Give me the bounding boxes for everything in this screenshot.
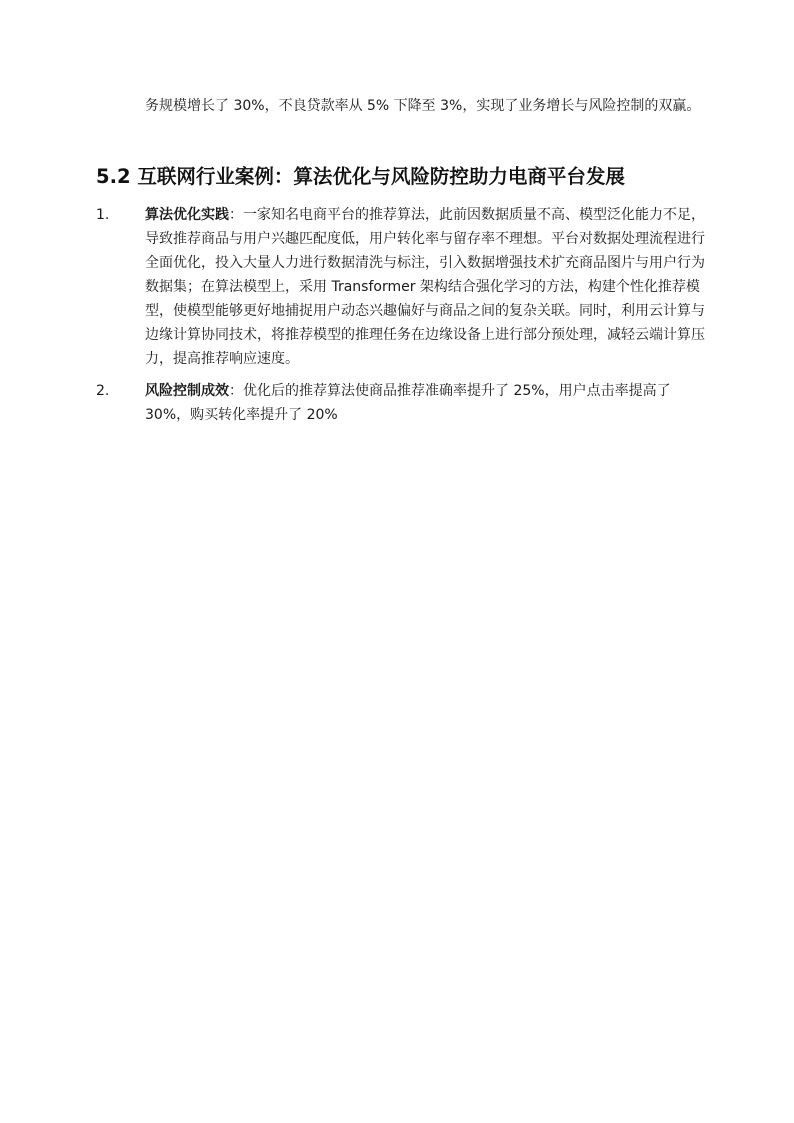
list-item xyxy=(96,379,706,427)
list-item xyxy=(96,203,706,371)
item-title: 风险控制成效 xyxy=(145,383,229,399)
item-text: ：优化后的推荐算法使商品推荐准确率提升了 25%，用户点击率提高了 30%，购买转化率提升了 20% xyxy=(145,383,671,423)
section-heading: 5.2 互联网行业案例：算法优化与风险防控助力电商平台发展 xyxy=(96,165,625,188)
list-marker: 2. xyxy=(96,383,110,399)
intro-paragraph: 务规模增长了 30%，不良贷款率从 5% 下降至 3%，实现了业务增长与风险控制的双赢。 xyxy=(145,98,701,114)
list-marker: 1. xyxy=(96,207,110,223)
item-text: ：一家知名电商平台的推荐算法，此前因数据质量不高、模型泛化能力不足，导致推荐商品与用户兴趣匹配度低，用户转化率与留存率不理想。平台对数据处理流程进行全面优化，投入大量人力进行数据清洗与标注，引入数据增强技术扩充商品图片与用户行为数据集；在算法模型上，采用 Transformer 架构结合强化学习的方法，构建个性化推荐模型，使模型能够更好地捕捉用户动态兴趣偏好与商品之间的复杂关联。同时，利用云计算与边缘计算协同技术，将推荐模型的推理任务在边缘设备上进行部分预处理，减轻云端计算压力，提高推荐响应速度。 xyxy=(145,207,705,367)
item-title: 算法优化实践 xyxy=(145,207,229,223)
case-list xyxy=(96,203,706,435)
